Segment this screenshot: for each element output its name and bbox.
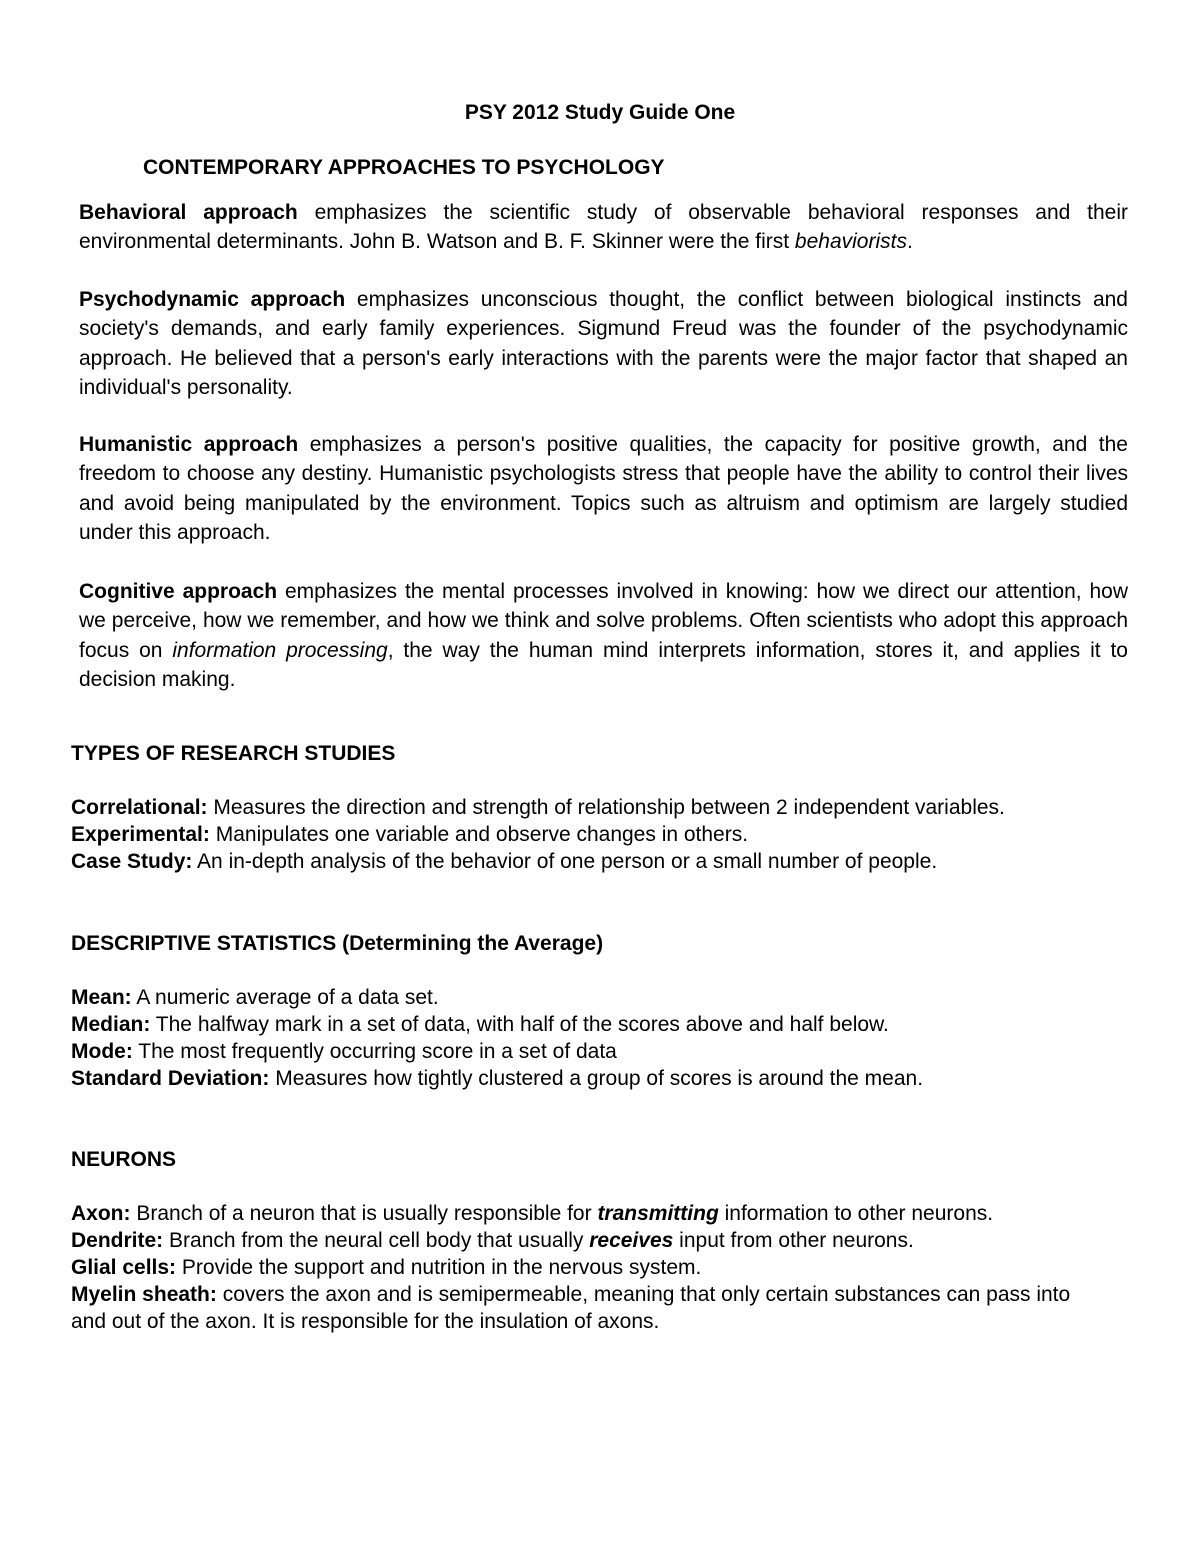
research-heading: TYPES OF RESEARCH STUDIES <box>71 742 396 765</box>
glial-cells-term: Glial cells: <box>71 1256 177 1279</box>
list-item <box>71 1281 1101 1335</box>
list-item <box>71 1038 1131 1065</box>
behavioral-approach-paragraph <box>79 198 1128 257</box>
humanistic-approach-term: Humanistic approach <box>79 433 299 456</box>
list-item <box>71 794 1131 821</box>
neurons-list <box>71 1200 1131 1335</box>
cognitive-approach-text: emphasizes the mental processes involved in knowing: how we direct our attention, how we perceive, how we remember, and how we think and solve problems. Often scientists who adopt this approach focus on <box>79 580 1128 662</box>
mode-definition: The most frequently occurring score in a set of data <box>132 1040 617 1063</box>
glial-cells-definition: Provide the support and nutrition in the nervous system. <box>176 1256 702 1279</box>
dendrite-definition: Branch from the neural cell body that usually <box>163 1229 590 1252</box>
behavioral-approach-text: emphasizes the scientific study of observable behavioral responses and their environmental determinants. John B. Watson and B. F. Skinner were the first <box>79 201 1129 254</box>
case-study-term: Case Study: <box>71 850 193 873</box>
correlational-term: Correlational: <box>71 796 208 819</box>
approaches-heading: CONTEMPORARY APPROACHES TO PSYCHOLOGY <box>143 156 665 179</box>
list-item <box>71 1227 1131 1254</box>
behaviorists-term: behaviorists <box>794 230 907 254</box>
list-item <box>71 984 1131 1011</box>
mean-definition: A numeric average of a data set. <box>131 986 439 1009</box>
median-term: Median: <box>71 1013 151 1036</box>
median-definition: The halfway mark in a set of data, with half of the scores above and half below. <box>150 1013 889 1036</box>
case-study-definition: An in-depth analysis of the behavior of one person or a small number of people. <box>192 850 938 873</box>
statistics-heading: DESCRIPTIVE STATISTICS (Determining the Average) <box>71 932 604 955</box>
document-title: PSY 2012 Study Guide One <box>464 101 736 124</box>
myelin-sheath-definition: covers the axon and is semipermeable, meaning that only certain substances can pass into and out of the axon. It is responsible for the insulation of axons. <box>71 1283 1071 1333</box>
transmitting-emphasis: transmitting <box>597 1202 719 1225</box>
cognitive-approach-paragraph <box>79 577 1128 694</box>
cognitive-approach-end: , the way the human mind interprets information, stores it, and applies it to decision making. <box>79 638 1128 691</box>
experimental-term: Experimental: <box>71 823 210 846</box>
list-item <box>71 1011 1131 1038</box>
research-types-list <box>71 794 1131 875</box>
axon-term: Axon: <box>71 1202 131 1225</box>
mode-term: Mode: <box>71 1040 133 1063</box>
list-item <box>71 1254 1131 1281</box>
standard-deviation-definition: Measures how tightly clustered a group of scores is around the mean. <box>269 1067 924 1090</box>
behavioral-approach-end: . <box>906 230 913 254</box>
psychodynamic-approach-term: Psychodynamic approach <box>79 288 346 311</box>
list-item <box>71 1065 1131 1092</box>
list-item <box>71 848 1131 875</box>
correlational-definition: Measures the direction and strength of relationship between 2 independent variables. <box>207 796 1005 819</box>
statistics-list <box>71 984 1131 1092</box>
axon-definition: Branch of a neuron that is usually responsible for <box>130 1202 598 1225</box>
myelin-sheath-term: Myelin sheath: <box>71 1283 217 1306</box>
dendrite-term: Dendrite: <box>71 1229 164 1252</box>
information-processing-term: information processing <box>172 638 388 662</box>
experimental-definition: Manipulates one variable and observe changes in others. <box>209 823 749 846</box>
axon-definition-end: information to other neurons. <box>718 1202 994 1225</box>
psychodynamic-approach-paragraph <box>79 285 1128 402</box>
dendrite-definition-end: input from other neurons. <box>673 1229 914 1252</box>
receives-emphasis: receives <box>589 1229 674 1252</box>
psychodynamic-approach-text: emphasizes unconscious thought, the conflict between biological instincts and society's demands, and early family experiences. Sigmund Freud was the founder of the psychodynamic approach. He believed that a person's early interactions with the parents were the major factor that shaped an individual's personality. <box>79 288 1128 399</box>
list-item <box>71 821 1131 848</box>
behavioral-approach-term: Behavioral approach <box>79 201 298 224</box>
list-item <box>71 1200 1131 1227</box>
humanistic-approach-text: emphasizes a person's positive qualities, the capacity for positive growth, and the freedom to choose any destiny. Humanistic psychologists stress that people have the ability to control their lives and avoid being manipulated by the environment. Topics such as altruism and optimism are largely studied under this approach. <box>79 433 1128 544</box>
standard-deviation-term: Standard Deviation: <box>71 1067 270 1090</box>
neurons-heading: NEURONS <box>71 1148 177 1171</box>
cognitive-approach-term: Cognitive approach <box>79 580 278 603</box>
mean-term: Mean: <box>71 986 132 1009</box>
humanistic-approach-paragraph <box>79 430 1128 547</box>
